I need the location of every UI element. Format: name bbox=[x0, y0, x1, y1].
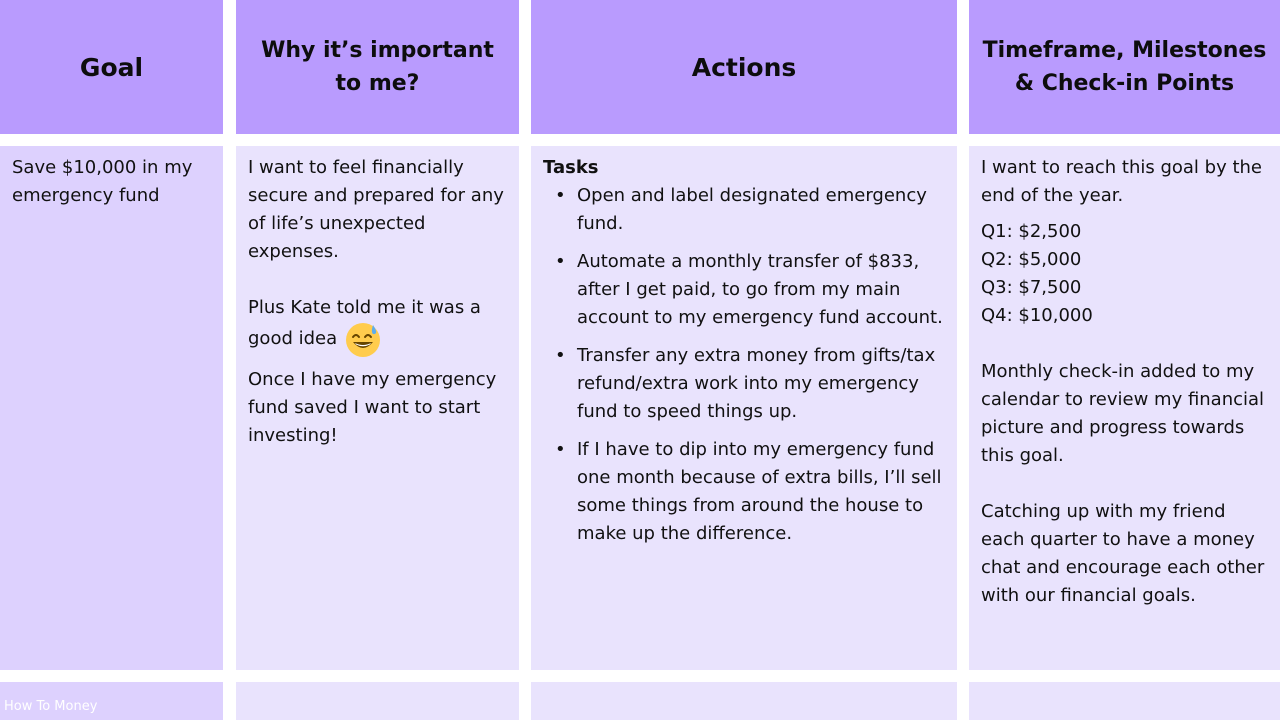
header-goal-label: Goal bbox=[79, 52, 144, 82]
empty-timeframe-cell bbox=[969, 682, 1280, 720]
why-cell bbox=[236, 146, 519, 670]
goal-text: Save $10,000 in my emergency fund bbox=[12, 157, 193, 206]
task-item: • If I have to dip into my emergency fund one month because of extra bills, I’ll sell some things from around the house to make up the difference. bbox=[543, 436, 945, 548]
actions-cell bbox=[531, 146, 957, 670]
task-item: • Automate a monthly transfer of $833, after I get paid, to go from my main account to my emergency fund account. bbox=[543, 248, 945, 332]
why-paragraph-3: Once I have my emergency fund saved I want to start investing! bbox=[248, 369, 497, 446]
timeframe-intro: I want to reach this goal by the end of the year. bbox=[981, 157, 1262, 206]
header-actions-label: Actions bbox=[691, 52, 797, 82]
empty-why-cell bbox=[236, 682, 519, 720]
header-timeframe-label: Timeframe, Milestones & Check-in Points bbox=[982, 38, 1267, 96]
header-timeframe bbox=[969, 0, 1280, 134]
grinning-sweat-emoji-icon bbox=[345, 322, 381, 358]
timeframe-cell bbox=[969, 146, 1280, 670]
header-why-label: Why it’s important to me? bbox=[261, 38, 494, 96]
milestone-item: Q3: $7,500 bbox=[981, 277, 1082, 298]
tasks-label: Tasks bbox=[543, 157, 599, 178]
empty-actions-cell bbox=[531, 682, 957, 720]
task-item: • Transfer any extra money from gifts/tax refund/extra work into my emergency fund to speed things up. bbox=[543, 342, 945, 426]
milestones-list bbox=[981, 218, 1268, 330]
header-goal bbox=[0, 0, 223, 134]
milestone-item: Q2: $5,000 bbox=[981, 249, 1082, 270]
why-paragraph-2: Plus Kate told me it was a good idea bbox=[248, 294, 507, 358]
milestone-item: Q1: $2,500 bbox=[981, 221, 1082, 242]
milestone-item: Q4: $10,000 bbox=[981, 305, 1093, 326]
goal-cell bbox=[0, 146, 223, 670]
brand-watermark: How To Money bbox=[4, 699, 98, 714]
monthly-checkin-text: Monthly check-in added to my calendar to review my financial picture and progress towards this goal. bbox=[981, 361, 1265, 466]
quarterly-checkin-text: Catching up with my friend each quarter to have a money chat and encourage each other with our financial goals. bbox=[981, 501, 1265, 606]
task-item: • Open and label designated emergency fund. bbox=[543, 182, 945, 238]
header-why bbox=[236, 0, 519, 134]
why-paragraph-1: I want to feel financially secure and prepared for any of life’s unexpected expenses. bbox=[248, 157, 504, 262]
header-actions bbox=[531, 0, 957, 134]
tasks-list bbox=[543, 182, 945, 548]
